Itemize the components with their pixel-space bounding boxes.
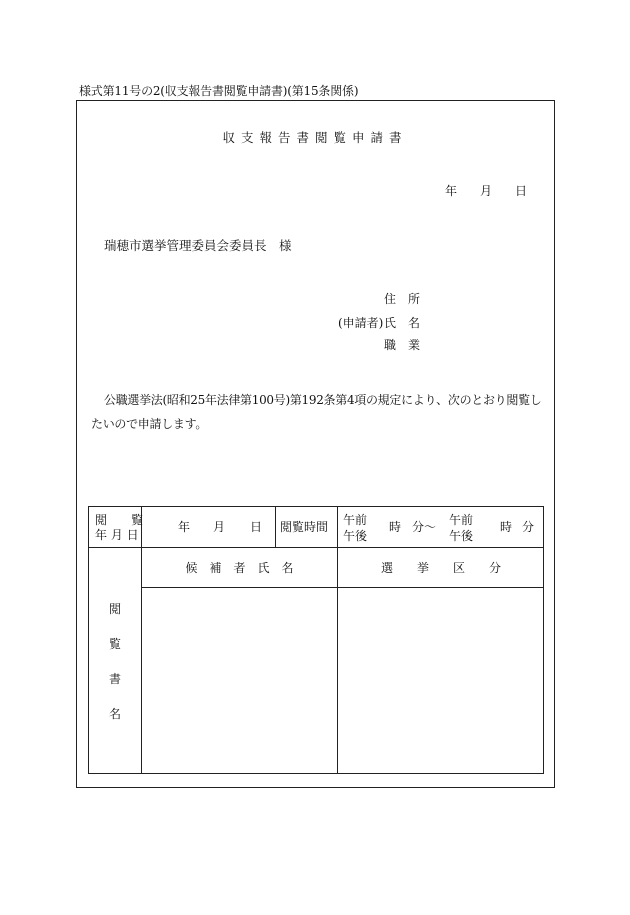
book-label-char-1: 閲: [109, 602, 122, 616]
date-day-label: 日: [515, 184, 528, 198]
reading-table: [88, 506, 544, 774]
candidate-name-header: 候 補 者 氏 名: [185, 561, 294, 575]
addressee: 瑞穂市選挙管理委員会委員長 様: [104, 238, 292, 253]
applicant-name-label: 氏 名: [384, 316, 421, 330]
reading-day-label: 日: [250, 520, 263, 534]
candidate-name-field[interactable]: [142, 588, 337, 774]
date-month-label: 月: [480, 184, 493, 198]
start-am-label: 午前: [343, 513, 368, 527]
body-text: [91, 388, 553, 436]
end-pm-label: 午後: [449, 529, 474, 543]
end-am-label: 午前: [449, 513, 474, 527]
end-minute-label: 分: [522, 520, 535, 534]
book-label-char-2: 覧: [109, 637, 122, 651]
book-label-char-4: 名: [109, 707, 122, 721]
start-pm-label: 午後: [343, 529, 368, 543]
start-minute-range-label: 分～: [412, 520, 437, 534]
start-hour-label: 時: [389, 520, 402, 534]
table-divider: [275, 507, 276, 547]
reading-year-label: 年: [178, 520, 191, 534]
reading-date-header-line2: 年 月 日: [95, 528, 139, 542]
applicant-address-label: 住 所: [384, 292, 421, 306]
table-divider: [89, 547, 544, 548]
election-district-header: 選 挙 区 分: [380, 561, 501, 575]
book-label-char-3: 書: [109, 672, 122, 686]
document-title: 収支報告書閲覧申請書: [222, 130, 408, 145]
body-text-content: 公職選挙法(昭和25年法律第100号)第192条第4項の規定により、次のとおり閲覧したいので申請します。: [91, 393, 542, 431]
applicant-prefix: (申請者): [338, 316, 384, 330]
end-hour-label: 時: [500, 520, 513, 534]
form-label: 様式第11号の2(収支報告書閲覧申請書)(第15条関係): [79, 84, 359, 98]
election-district-field[interactable]: [338, 588, 544, 774]
applicant-occupation-label: 職 業: [384, 338, 421, 352]
date-year-label: 年: [445, 184, 458, 198]
reading-time-header: 閲覧時間: [280, 520, 329, 534]
reading-month-label: 月: [213, 520, 226, 534]
reading-date-header-line1: 閲 覧: [95, 513, 144, 527]
